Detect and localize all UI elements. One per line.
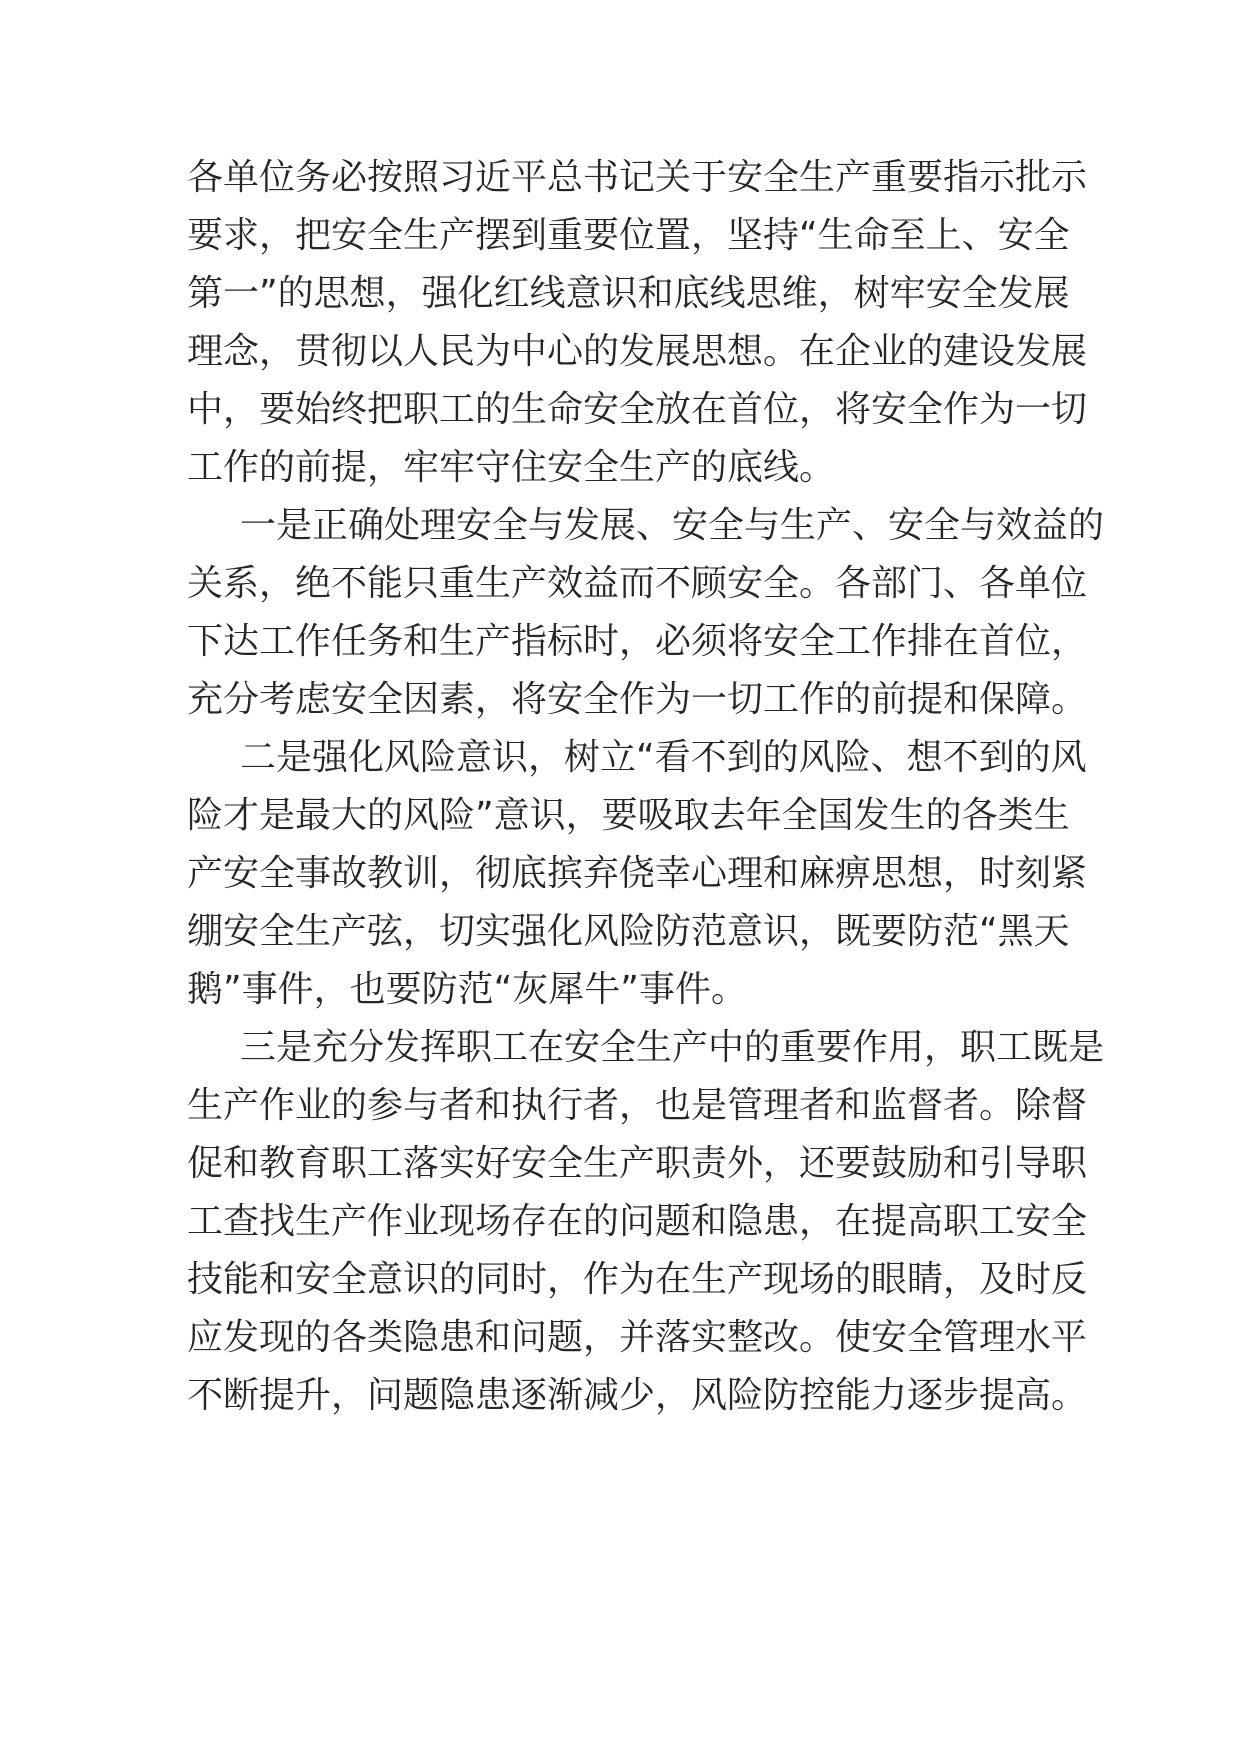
text-line: 关系，绝不能只重生产效益而不顾安全。各部门、各单位 xyxy=(187,563,1088,604)
text-line: 工作的前提，牢牢守住安全生产的底线。 xyxy=(187,447,836,488)
text-line: 生产作业的参与者和执行者，也是管理者和监督者。除督 xyxy=(187,1085,1088,1126)
text-line: 促和教育职工落实好安全生产职责外，还要鼓励和引导职 xyxy=(187,1143,1088,1184)
text-line: 不断提升，问题隐患逐渐减少，风险防控能力逐步提高。 xyxy=(187,1375,1088,1416)
text-line: 产安全事故教训，彻底摈弃侥幸心理和麻痹思想，时刻紧 xyxy=(187,853,1088,894)
paragraph-first-line: 一是正确处理安全与发展、安全与生产、安全与效益的 xyxy=(240,505,1105,546)
text-line: 技能和安全意识的同时，作为在生产现场的眼睛，及时反 xyxy=(187,1259,1088,1300)
text-line: 中，要始终把职工的生命安全放在首位，将安全作为一切 xyxy=(187,389,1088,430)
text-line: 理念，贯彻以人民为中心的发展思想。在企业的建设发展 xyxy=(187,331,1088,372)
text-line: 各单位务必按照习近平总书记关于安全生产重要指示批示 xyxy=(187,157,1088,198)
text-line: 工查找生产作业现场存在的问题和隐患，在提高职工安全 xyxy=(187,1201,1088,1242)
text-line: 绷安全生产弦，切实强化风险防范意识，既要防范“黑天 xyxy=(187,911,1070,952)
paragraph-first-line: 二是强化风险意识，树立“看不到的风险、想不到的风 xyxy=(240,737,1087,778)
paragraph-first-line: 三是充分发挥职工在安全生产中的重要作用，职工既是 xyxy=(240,1027,1105,1068)
text-line: 鹅”事件，也要防范“灰犀牛”事件。 xyxy=(187,969,747,1010)
text-line: 险才是最大的风险”意识，要吸取去年全国发生的各类生 xyxy=(187,795,1070,836)
text-line: 应发现的各类隐患和问题，并落实整改。使安全管理水平 xyxy=(187,1317,1088,1358)
text-line: 充分考虑安全因素，将安全作为一切工作的前提和保障。 xyxy=(187,679,1088,720)
text-line: 下达工作任务和生产指标时，必须将安全工作排在首位， xyxy=(187,621,1088,662)
text-line: 要求，把安全生产摆到重要位置，坚持“生命至上、安全 xyxy=(187,215,1070,256)
text-line: 第一”的思想，强化红线意识和底线思维，树牢安全发展 xyxy=(187,273,1070,314)
